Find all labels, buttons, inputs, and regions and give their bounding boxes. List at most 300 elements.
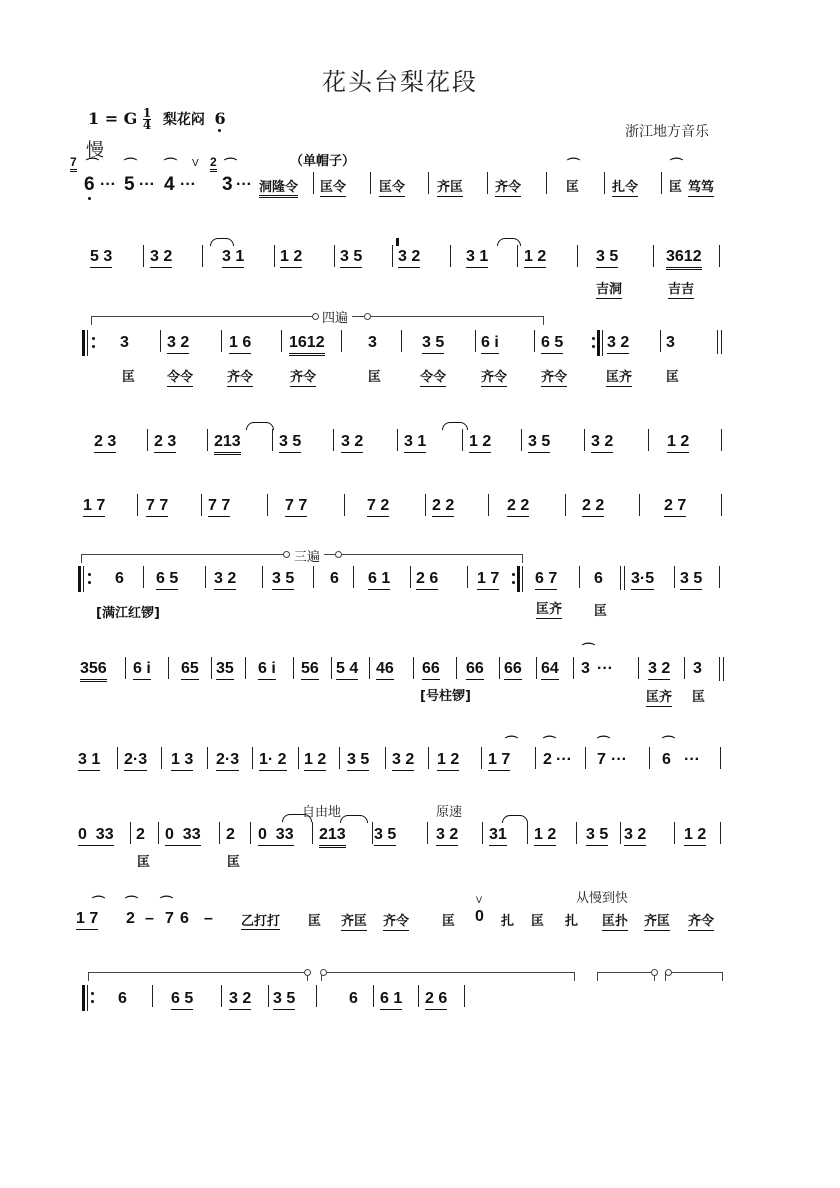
barline (475, 330, 476, 352)
fermata-icon: ⌒ (86, 157, 100, 172)
perc-syllable: 齐匡 (341, 910, 367, 931)
barline (720, 822, 721, 844)
note-group: 35 (216, 660, 234, 680)
dash: – (204, 910, 213, 927)
note-group: 1 2 (469, 433, 491, 453)
note: 6 (180, 910, 189, 927)
tie-icon (340, 815, 368, 823)
barline (369, 657, 370, 679)
barline (517, 245, 518, 267)
barline (137, 494, 138, 516)
repeat-start-barline (78, 566, 81, 592)
note: 3 (222, 174, 233, 195)
repeat-start-barline (82, 985, 85, 1011)
barline (353, 566, 354, 588)
perc-syllable: 齐令 (290, 366, 316, 387)
barline (577, 245, 578, 267)
barline (293, 657, 294, 679)
note-group: 2 6 (425, 990, 447, 1010)
note-group: 3 5 (596, 248, 618, 268)
note-group: 3 5 (273, 990, 295, 1010)
note-group: 7 7 (208, 497, 230, 517)
note-group: 3·5 (631, 570, 654, 590)
key-signature (88, 108, 226, 131)
barline (201, 494, 202, 516)
barline (488, 494, 489, 516)
note-group: 3 1 (222, 248, 244, 268)
key-label: 1 = G (88, 109, 138, 128)
dots: ··· (684, 751, 700, 768)
note-group: 3 1 (78, 751, 100, 771)
note-group: 3 (666, 334, 675, 351)
breath-mark-icon: V (192, 158, 199, 169)
barline (639, 494, 640, 516)
barline (392, 245, 393, 267)
note-group: 2 7 (664, 497, 686, 517)
note-group: 6 5 (541, 334, 563, 354)
barline (450, 245, 451, 267)
barline (207, 747, 208, 769)
section-label: [满江红锣] (96, 606, 160, 621)
barline (527, 822, 528, 844)
note: 7 (165, 910, 174, 927)
note-group: 1 3 (171, 751, 193, 771)
time-signature: $\frac{1}{4}$ (142, 106, 152, 132)
barline (125, 657, 126, 679)
note-group: 7 7 (285, 497, 307, 517)
note-group: 7 7 (146, 497, 168, 517)
barline (684, 657, 685, 679)
barline (373, 985, 374, 1007)
barline (481, 747, 482, 769)
note-group: 7 (597, 751, 606, 768)
perc-syllable: 匡 (442, 914, 456, 929)
barline (250, 822, 251, 844)
fermata-icon: ⌒ (567, 157, 581, 172)
barline (649, 747, 650, 769)
perc-syllable: 匡令 (379, 176, 405, 197)
fermata-icon: ⌒ (662, 735, 676, 750)
barline (674, 566, 675, 588)
dots: ··· (556, 751, 572, 768)
note-group: 1 2 (534, 826, 556, 846)
barline (425, 494, 426, 516)
perc-syllable: 匡 (531, 914, 545, 929)
barline (281, 330, 282, 352)
note-group: 1 2 (304, 751, 326, 771)
barline (312, 822, 313, 844)
perc-syllable: 齐令 (383, 910, 409, 931)
perc-syllable: 齐令 (227, 366, 253, 387)
note-group: 3 2 (436, 826, 458, 846)
note-group: 0 33 (258, 826, 294, 846)
note-group: 56 (301, 660, 319, 680)
note-group: 213 (319, 826, 346, 848)
perc-syllable: 匡 (666, 370, 680, 385)
barline (268, 985, 269, 1007)
perc-syllable: 匡 (566, 180, 580, 195)
note-group: 64 (541, 660, 559, 680)
dots: ··· (180, 176, 196, 193)
note-group: 3 5 (279, 433, 301, 453)
perc-syllable: 齐令 (688, 910, 714, 931)
barline (205, 566, 206, 588)
note: 6 (84, 174, 95, 195)
note-group: 3 2 (648, 660, 670, 680)
barline (534, 330, 535, 352)
barline (413, 657, 414, 679)
note-group: 2 2 (432, 497, 454, 517)
barline (143, 566, 144, 588)
note-group: 3 5 (347, 751, 369, 771)
perc-syllable: 扎 (565, 914, 579, 929)
note-group: 1· 2 (259, 751, 287, 771)
repeat-end-barline (597, 330, 600, 356)
fermata-icon: ⌒ (597, 735, 611, 750)
note-group: 1 2 (280, 248, 302, 268)
perc-syllable: 乙打打 (241, 910, 280, 930)
tempo-free-label: 自由地 (302, 805, 342, 820)
barline (535, 747, 536, 769)
fermata-icon: ⌒ (505, 735, 519, 750)
barline (660, 330, 661, 352)
barline (521, 429, 522, 451)
barline (130, 822, 131, 844)
barline (207, 429, 208, 451)
note-group: 2 (543, 751, 552, 768)
barline (252, 747, 253, 769)
note-group: 1 7 (76, 910, 98, 930)
barline (653, 245, 654, 267)
note-group: 3 5 (374, 826, 396, 846)
barline (721, 429, 722, 451)
note-group: 1 7 (488, 751, 510, 771)
fermata-icon: ⌒ (582, 642, 596, 657)
note-group: 6 i (258, 660, 276, 680)
barline (719, 245, 720, 267)
barline (661, 172, 662, 194)
perc-syllable: 匡齐 (646, 686, 672, 707)
perc-syllable: 洞隆令 (259, 176, 298, 198)
note-group: 6 (330, 570, 339, 587)
dots: ··· (139, 176, 155, 193)
fermata-icon: ⌒ (670, 157, 684, 172)
note-group: 1 2 (437, 751, 459, 771)
note-group: 3 5 (586, 826, 608, 846)
fermata-icon: ⌒ (164, 157, 178, 172)
mode-label: 梨花闷 (162, 112, 205, 128)
note-group: 1612 (289, 334, 325, 356)
note-group: 3 (693, 660, 702, 677)
note-group: 3 5 (272, 570, 294, 590)
breath-mark-icon: V (476, 895, 483, 905)
dots: ··· (597, 660, 613, 677)
barline (427, 822, 428, 844)
perc-syllable: 扎 (501, 914, 515, 929)
note-group: 3 5 (422, 334, 444, 354)
dash: – (145, 910, 154, 927)
note-group: 66 (422, 660, 440, 680)
note-group: 5 3 (90, 248, 112, 268)
final-barline (717, 330, 718, 354)
grace-note: 7 (70, 156, 77, 172)
note-group: 3 5 (528, 433, 550, 453)
repeat-start-barline (82, 330, 85, 356)
note-group: 6 (662, 751, 671, 768)
rest: 0 (475, 908, 484, 925)
note-group: 3 2 (229, 990, 251, 1010)
dots: ··· (236, 176, 252, 193)
perc-syllable: 匡 (308, 914, 322, 929)
note-group: 0 33 (165, 826, 201, 846)
barline (648, 429, 649, 451)
perc-syllable: 匡 (227, 855, 241, 870)
barline (160, 330, 161, 352)
note-group: 7 2 (367, 497, 389, 517)
note-group: 1 6 (229, 334, 251, 354)
fermata-icon: ⌒ (125, 895, 139, 910)
barline (397, 429, 398, 451)
barline (604, 172, 605, 194)
double-barline (620, 566, 621, 590)
fermata-icon: ⌒ (92, 895, 106, 910)
note-group: 66 (466, 660, 484, 680)
perc-syllable: 笃笃 (688, 176, 714, 197)
tempo-original-label: 原速 (436, 805, 463, 820)
note-group: 6 7 (535, 570, 557, 590)
note-group: 3 2 (214, 570, 236, 590)
barline (482, 822, 483, 844)
note-group: 213 (214, 433, 241, 455)
perc-syllable: 齐匡 (644, 910, 670, 931)
barline (576, 822, 577, 844)
perc-syllable: 齐令 (541, 366, 567, 387)
mode-note: 6 (214, 109, 225, 128)
note-group: 3 1 (404, 433, 426, 453)
barline (221, 985, 222, 1007)
section-label: （单帽子） (290, 154, 356, 169)
note-group: 3 2 (392, 751, 414, 771)
barline (579, 566, 580, 588)
barline (211, 657, 212, 679)
note-group: 2·3 (216, 751, 239, 771)
barline (401, 330, 402, 352)
barline (464, 985, 465, 1007)
barline (143, 245, 144, 267)
note: 5 (124, 174, 135, 195)
perc-syllable: 匡 (692, 690, 706, 705)
barline (565, 494, 566, 516)
score-title: 花头台梨花段 (322, 68, 478, 96)
barline (267, 494, 268, 516)
note-group: 3 (368, 334, 377, 351)
note-group: 3 2 (150, 248, 172, 268)
perc-syllable: 吉洞 (596, 278, 622, 299)
note-group: 3 2 (591, 433, 613, 453)
perc-syllable: 匡齐 (536, 598, 562, 619)
note-group: 0 33 (78, 826, 114, 846)
perc-syllable: 匡 (669, 180, 683, 195)
note-group: 65 (181, 660, 199, 680)
perc-syllable: 扎令 (612, 176, 638, 197)
note-group: 6 (115, 570, 124, 587)
note-group: 2 2 (507, 497, 529, 517)
note-group: 2 3 (154, 433, 176, 453)
note-group: 31 (489, 826, 507, 846)
barline (313, 566, 314, 588)
perc-syllable: 齐令 (495, 176, 521, 197)
note-group: 1 2 (667, 433, 689, 453)
barline (410, 566, 411, 588)
barline (274, 245, 275, 267)
repeat-end-barline (517, 566, 520, 592)
barline (620, 822, 621, 844)
barline (418, 985, 419, 1007)
section-label: [号柱锣] (420, 689, 471, 704)
note-group: 5 4 (336, 660, 358, 680)
barline (720, 747, 721, 769)
barline (161, 747, 162, 769)
note-group: 3 1 (466, 248, 488, 268)
note-group: 1 2 (524, 248, 546, 268)
note: 4 (164, 174, 175, 195)
note-group: 3 (120, 334, 129, 351)
note-group: 6 (118, 990, 127, 1007)
barline (152, 985, 153, 1007)
low-octave-dot (88, 197, 91, 200)
note-group: 6 1 (368, 570, 390, 590)
note-group: 3 2 (398, 248, 420, 268)
barline (487, 172, 488, 194)
barline (638, 657, 639, 679)
note-group: 1 7 (477, 570, 499, 590)
barline (584, 429, 585, 451)
barline (721, 494, 722, 516)
repeat-count-label: 三遍 (290, 546, 324, 565)
barline (341, 330, 342, 352)
fermata-icon: ⌒ (224, 157, 238, 172)
perc-syllable: 匡 (368, 370, 382, 385)
perc-syllable: 令令 (167, 366, 193, 387)
barline (344, 494, 345, 516)
note: 2 (126, 910, 135, 927)
barline (536, 657, 537, 679)
note-group: 2 (226, 826, 235, 843)
note-group: 6 (349, 990, 358, 1007)
fermata-icon: ⌒ (160, 895, 174, 910)
grace-note: 2 (210, 156, 217, 172)
repeat-bracket (88, 972, 308, 981)
note-group: 2 (136, 826, 145, 843)
barline (117, 747, 118, 769)
note-group: 6 (594, 570, 603, 587)
tie-icon (502, 815, 528, 823)
note-group: 3 (581, 660, 590, 677)
barline (428, 747, 429, 769)
barline (370, 172, 371, 194)
note-group: 1 2 (684, 826, 706, 846)
repeat-bracket (665, 972, 723, 981)
perc-syllable: 齐令 (481, 366, 507, 387)
note-group: 3612 (666, 248, 702, 270)
note-group: 46 (376, 660, 394, 680)
note-group: 6 5 (156, 570, 178, 590)
perc-syllable: 匡 (594, 604, 608, 619)
repeat-bracket (321, 972, 575, 981)
barline (456, 657, 457, 679)
barline (262, 566, 263, 588)
perc-syllable: 齐匡 (437, 176, 463, 197)
note-group: 3 2 (167, 334, 189, 354)
barline (272, 429, 273, 451)
perc-syllable: 匡 (137, 855, 151, 870)
barline (313, 172, 314, 194)
barline (719, 566, 720, 588)
note-group: 2 6 (416, 570, 438, 590)
note-group: 2 3 (94, 433, 116, 453)
barline (499, 657, 500, 679)
barline (221, 330, 222, 352)
perc-syllable: 匡扑 (602, 910, 628, 931)
note-group: 2·3 (124, 751, 147, 771)
perc-syllable: 令令 (420, 366, 446, 387)
tempo-accel-label: 从慢到快 (576, 891, 629, 906)
note-group: 3 5 (680, 570, 702, 590)
double-barline (719, 657, 720, 681)
note-group: 3 2 (624, 826, 646, 846)
perc-syllable: 匡齐 (606, 366, 632, 387)
barline (674, 822, 675, 844)
barline (385, 747, 386, 769)
barline (202, 245, 203, 267)
barline (462, 429, 463, 451)
note-group: 356 (80, 660, 107, 682)
perc-syllable: 匡令 (320, 176, 346, 197)
fermata-icon: ⌒ (124, 157, 138, 172)
dots: ··· (611, 751, 627, 768)
note-group: 3 2 (341, 433, 363, 453)
barline (219, 822, 220, 844)
tie-icon (210, 238, 234, 246)
note-group: 3 5 (340, 248, 362, 268)
repeat-count-label: 四遍 (318, 307, 352, 326)
tie-icon (246, 422, 274, 430)
tie-icon (442, 422, 468, 430)
repeat-bracket (597, 972, 655, 981)
barline (245, 657, 246, 679)
fermata-icon: ⌒ (543, 735, 557, 750)
barline (573, 657, 574, 679)
barline (334, 245, 335, 267)
barline (372, 822, 373, 844)
note-group: 6 i (481, 334, 499, 354)
note-group: 66 (504, 660, 522, 680)
dots: ··· (100, 176, 116, 193)
note-group: 6 5 (171, 990, 193, 1010)
tempo-marking: 慢 (86, 140, 104, 161)
perc-syllable: 匡 (122, 370, 136, 385)
barline (316, 985, 317, 1007)
note-group: 6 i (133, 660, 151, 680)
perc-syllable: 吉吉 (668, 278, 694, 299)
barline (546, 172, 547, 194)
note-group: 1 7 (83, 497, 105, 517)
note-group: 3 2 (607, 334, 629, 354)
note-group: 2 2 (582, 497, 604, 517)
barline (158, 822, 159, 844)
barline (428, 172, 429, 194)
barline (339, 747, 340, 769)
